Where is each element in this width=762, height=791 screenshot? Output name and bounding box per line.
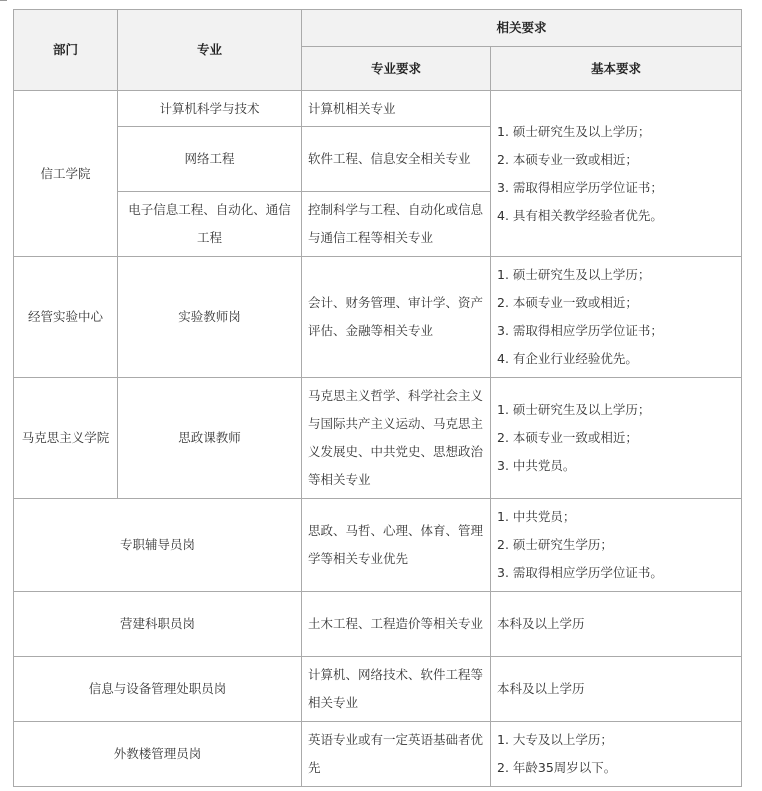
basic-req-line: 3. 需取得相应学历学位证书；: [497, 179, 663, 195]
major-req-cell: 计算机、网络技术、软件工程等相关专业: [302, 657, 491, 722]
major-cell: 思政课教师: [118, 378, 302, 499]
basic-req-line: 1. 硕士研究生及以上学历；: [497, 123, 651, 139]
major-req-cell: 计算机相关专业: [302, 91, 491, 127]
dept-cell: 经管实验中心: [14, 257, 118, 378]
table-row: [14, 657, 742, 722]
basic-req-line: 2. 年龄35周岁以下。: [497, 760, 617, 775]
recruitment-table: [13, 9, 742, 787]
header-major: 专业: [118, 10, 302, 91]
basic-req-line: 3. 需取得相应学历学位证书。: [497, 565, 663, 580]
basic-req-cell: [491, 378, 742, 499]
major-req-cell: 会计、财务管理、审计学、资产评估、金融等相关专业: [302, 257, 491, 378]
basic-req-line: 1. 硕士研究生及以上学历；: [497, 267, 651, 282]
header-row-1: [14, 10, 742, 47]
header-basic-req: 基本要求: [491, 47, 742, 91]
table-row: [14, 592, 742, 657]
header-dept: 部门: [14, 10, 118, 91]
position-cell: 外教楼管理员岗: [14, 722, 302, 787]
dept-cell: 信工学院: [14, 91, 118, 257]
table-row: [14, 722, 742, 787]
major-cell: 实验教师岗: [118, 257, 302, 378]
table-row: [14, 499, 742, 592]
major-req-cell: 软件工程、信息安全相关专业: [302, 127, 491, 192]
basic-req-line: 4. 有企业行业经验优先。: [497, 351, 638, 366]
corner-mark: [0, 0, 7, 3]
basic-req-cell: 本科及以上学历: [491, 657, 742, 722]
major-cell: 计算机科学与技术: [118, 91, 302, 127]
major-req-cell: 土木工程、工程造价等相关专业: [302, 592, 491, 657]
major-req-cell: 马克思主义哲学、科学社会主义与国际共产主义运动、马克思主义发展史、中共党史、思想政治等相关专业: [302, 378, 491, 499]
basic-req-line: 2. 硕士研究生学历；: [497, 537, 613, 552]
basic-req-line: 2. 本硕专业一致或相近；: [497, 151, 638, 167]
basic-req-line: 4. 具有相关教学经验者优先。: [497, 207, 663, 223]
basic-req-line: 3. 需取得相应学历学位证书；: [497, 323, 663, 338]
table-row: [14, 91, 742, 127]
basic-req-line: 3. 中共党员。: [497, 458, 576, 473]
major-req-cell: 思政、马哲、心理、体育、管理学等相关专业优先: [302, 499, 491, 592]
major-req-cell: 控制科学与工程、自动化或信息与通信工程等相关专业: [302, 192, 491, 257]
basic-req-line: 1. 大专及以上学历；: [497, 732, 613, 747]
basic-req-line: 2. 本硕专业一致或相近；: [497, 430, 638, 445]
basic-req-cell: [491, 499, 742, 592]
basic-req-cell: [491, 722, 742, 787]
major-cell: 电子信息工程、自动化、通信工程: [118, 192, 302, 257]
table-row: [14, 257, 742, 378]
position-cell: 信息与设备管理处职员岗: [14, 657, 302, 722]
major-req-cell: 英语专业或有一定英语基础者优先: [302, 722, 491, 787]
dept-cell: 马克思主义学院: [14, 378, 118, 499]
basic-req-line: 2. 本硕专业一致或相近；: [497, 295, 638, 310]
major-cell: 网络工程: [118, 127, 302, 192]
header-major-req: 专业要求: [302, 47, 491, 91]
basic-req-line: 1. 硕士研究生及以上学历；: [497, 402, 651, 417]
header-related: 相关要求: [302, 10, 742, 47]
position-cell: 专职辅导员岗: [14, 499, 302, 592]
basic-req-line: 1. 中共党员；: [497, 509, 576, 524]
basic-req-cell: [491, 91, 742, 257]
basic-req-cell: 本科及以上学历: [491, 592, 742, 657]
position-cell: 营建科职员岗: [14, 592, 302, 657]
table-row: [14, 378, 742, 499]
basic-req-cell: [491, 257, 742, 378]
